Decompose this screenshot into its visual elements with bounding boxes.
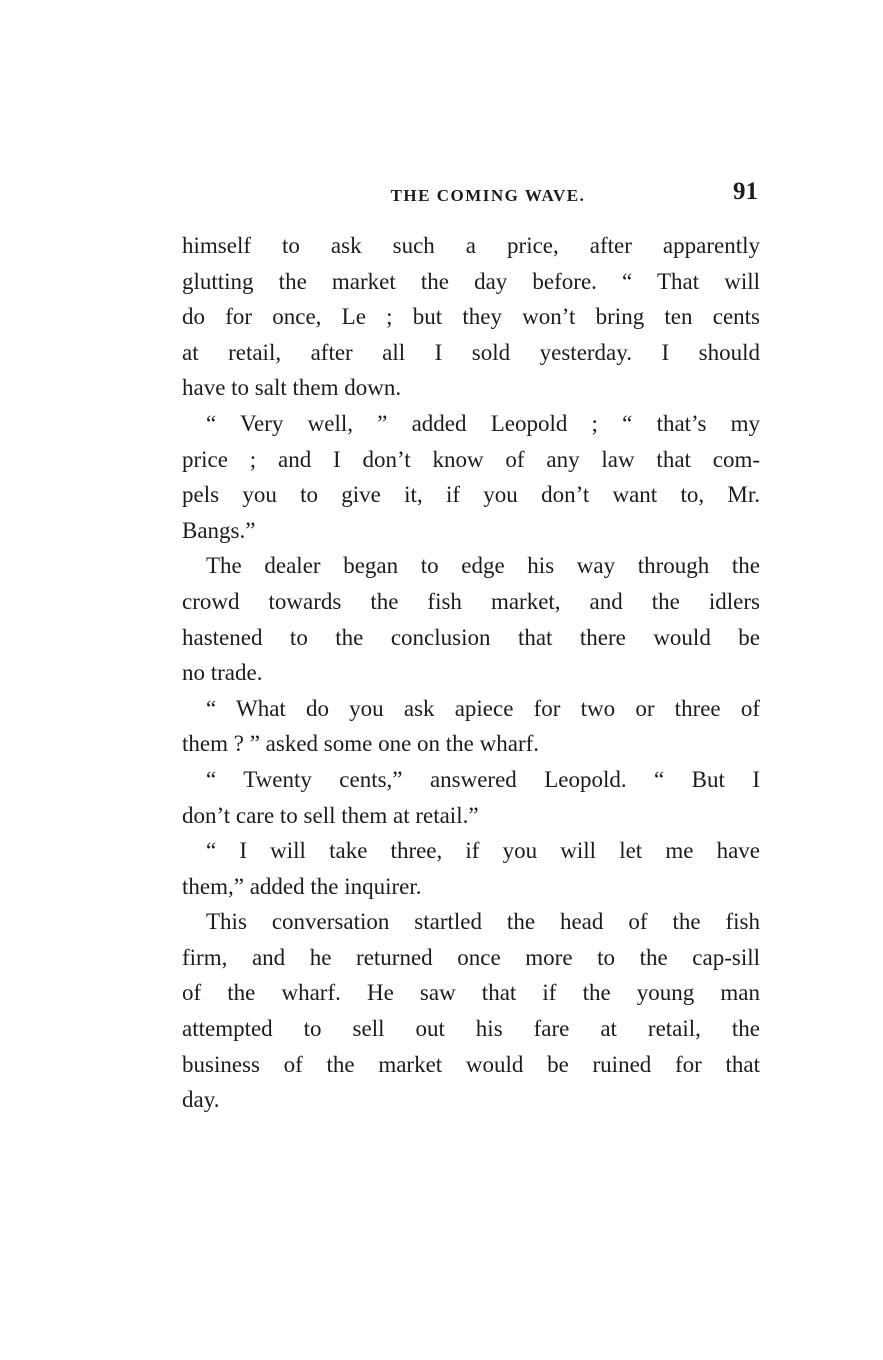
text-line: them ? ” asked some one on the wharf. bbox=[182, 731, 540, 757]
text-line: crowd towards the fish market, and the idlers bbox=[182, 588, 760, 614]
page-number: 91 bbox=[733, 178, 758, 205]
paragraph bbox=[182, 833, 760, 904]
text-line: “ What do you ask apiece for two or three of bbox=[206, 695, 760, 721]
body-text bbox=[182, 228, 760, 1118]
text-line: firm, and he returned once more to the cap-sill bbox=[182, 944, 760, 970]
text-line: of the wharf. He saw that if the young man bbox=[182, 980, 760, 1006]
text-line: them,” added the inquirer. bbox=[182, 873, 422, 899]
text-line: price ; and I don’t know of any law that com- bbox=[182, 446, 760, 472]
text-line: The dealer began to edge his way through the bbox=[206, 553, 760, 579]
paragraph bbox=[182, 904, 760, 1118]
paragraph bbox=[182, 228, 760, 406]
text-line: pels you to give it, if you don’t want to, Mr. bbox=[182, 482, 760, 508]
text-line: This conversation startled the head of the fish bbox=[206, 909, 760, 935]
paragraph bbox=[182, 548, 760, 690]
text-line: don’t care to sell them at retail.” bbox=[182, 802, 479, 828]
text-line: glutting the market the day before. “ That will bbox=[182, 268, 760, 294]
running-header bbox=[180, 178, 760, 214]
paragraph bbox=[182, 762, 760, 833]
text-line: “ Twenty cents,” answered Leopold. “ But I bbox=[206, 766, 760, 792]
paragraph bbox=[182, 406, 760, 548]
text-line: attempted to sell out his fare at retail, the bbox=[182, 1016, 760, 1042]
text-line: hastened to the conclusion that there would be bbox=[182, 624, 760, 650]
text-line: day. bbox=[182, 1087, 220, 1113]
text-line: “ I will take three, if you will let me have bbox=[206, 838, 760, 864]
text-line: do for once, Le ; but they won’t bring ten cents bbox=[182, 304, 760, 330]
text-line: business of the market would be ruined for that bbox=[182, 1051, 760, 1077]
text-line: Bangs.” bbox=[182, 517, 256, 543]
text-line: himself to ask such a price, after apparently bbox=[182, 233, 760, 258]
text-line: “ Very well, ” added Leopold ; “ that’s my bbox=[206, 410, 760, 436]
text-line: at retail, after all I sold yesterday. I should bbox=[182, 339, 760, 365]
running-title: THE COMING WAVE. bbox=[390, 186, 586, 205]
text-line: no trade. bbox=[182, 660, 263, 686]
paragraph bbox=[182, 691, 760, 762]
text-line: have to salt them down. bbox=[182, 375, 402, 401]
